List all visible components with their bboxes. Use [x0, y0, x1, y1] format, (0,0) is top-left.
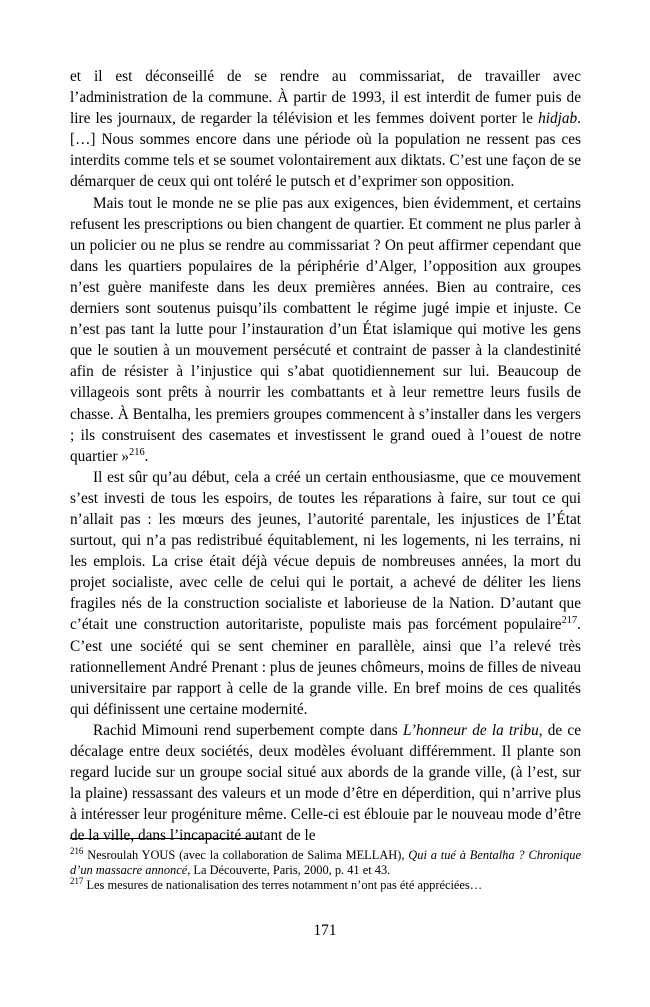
footnote-number: 216 — [70, 845, 84, 856]
footnote-separator-rule — [70, 838, 262, 839]
italic-run: L’honneur de la tribu, — [402, 721, 543, 739]
text-run: et il est déconseillé de se rendre au commissariat, de travailler avec l’administration de la commune. À partir de 1993, il est interdit de fumer puis de lire les journaux, de regarder la télévision et les femmes doivent porter le — [70, 68, 581, 128]
body-paragraph — [70, 720, 581, 847]
italic-run: Qui a tué à Bentalha ? Chronique d’un massacre annoncé — [70, 848, 581, 878]
footnote-reference: 217 — [561, 615, 578, 627]
text-run: . C’est une société qui se sent cheminer en parallèle, ainsi que l’a relevé très rationnellement André Prenant : plus de jeunes chômeurs, moins de filles de niveau universitaire par rapport à celle de la grande ville. En bref moins de ces qualités qui définissent une certaine modernité. — [70, 616, 581, 718]
text-run: Les mesures de nationalisation des terres notamment n’ont pas été appréciées… — [83, 878, 483, 893]
body-paragraph — [70, 467, 581, 720]
text-run: . […] Nous sommes encore dans une période où la population ne ressent pas ces interdits comme tels et se soumet volontairement aux diktats. C’est une façon de se démarquer de ceux qui ont toléré le putsch et d’exprimer son opposition. — [70, 110, 581, 191]
text-run: Rachid Mimouni rend superbement compte dans — [93, 721, 403, 739]
text-run: Mais tout le monde ne se plie pas aux exigences, bien évidemment, et certains refusent les prescriptions ou bien changent de quartier. Et comment ne plus parler à un policier ou ne plus se rendre au commissariat ? On peut affirmer cependant que dans les quartiers populaires de la périphérie d’Alger, l’opposition aux groupes n’est guère manifeste dans les deux premières années. Bien au contraire, ces derniers sont soutenus puisqu’ils combattent le régime jugé impie et injuste. Ce n’est pas tant la lutte pour l’instauration d’un État islamique qui motive les gens que le soutien à un mouvement persécuté et contraint de passer à la clandestinité afin de résister à l’injustice qui s’abat quotidiennement sur lui. Beaucoup de villageois sont prêts à nourrir les combattants et à leur remettre leurs fusils de chasse. À Bentalha, les premiers groupes commencent à s’installer dans les vergers ; ils construisent des casemates et investissent le grand oued à l’ouest de notre quartier » — [70, 194, 581, 465]
text-run: , La Découverte, Paris, 2000, p. 41 et 43. — [187, 863, 391, 878]
footnote-entry — [70, 878, 581, 893]
text-run: Nesroulah YOUS (avec la collaboration de Salima MELLAH), — [83, 848, 409, 862]
text-run: . — [144, 447, 149, 465]
footnote-area — [70, 838, 581, 894]
page-number: 171 — [313, 922, 337, 939]
footnote-entry — [70, 845, 581, 878]
footnote-reference: 216 — [129, 446, 145, 458]
body-paragraph — [70, 193, 581, 467]
text-run: de ce décalage entre deux sociétés, deux modèles évoluant différemment. Il plante son regard lucide sur un groupe social situé aux abords de la grande ville, (à l’est, sur la plaine) ressassant des valeurs et un mode d’être en déperdition, qui n’arrive plus à intéresser leur progéniture même. Celle-ci est éblouie par le nouveau mode d’être de la ville, dans l’incapacité autant de le — [70, 721, 581, 845]
italic-run: hidjab — [538, 110, 578, 128]
body-paragraph — [70, 66, 581, 193]
body-text-column — [70, 66, 581, 846]
footnote-number: 217 — [70, 876, 84, 887]
text-run: Il est sûr qu’au début, cela a créé un certain enthousiasme, que ce mouvement s’est investi de tous les espoirs, de toutes les réparations à faire, sur tout ce qui n’allait pas : les mœurs des jeunes, l’autorité parentale, les injustices de l’État surtout, qui n’a pas redistribué équitablement, ni les logements, ni les terrains, ni les emplois. La crise était déjà vécue depuis de nombreuses années, la mort du projet socialiste, avec celle de celui qui le portait, a achevé de déliter les liens fragiles nés de la construction socialiste et laborieuse de la Nation. D’autant que c’était une construction autoritariste, populiste mais pas forcément populaire — [70, 468, 581, 634]
